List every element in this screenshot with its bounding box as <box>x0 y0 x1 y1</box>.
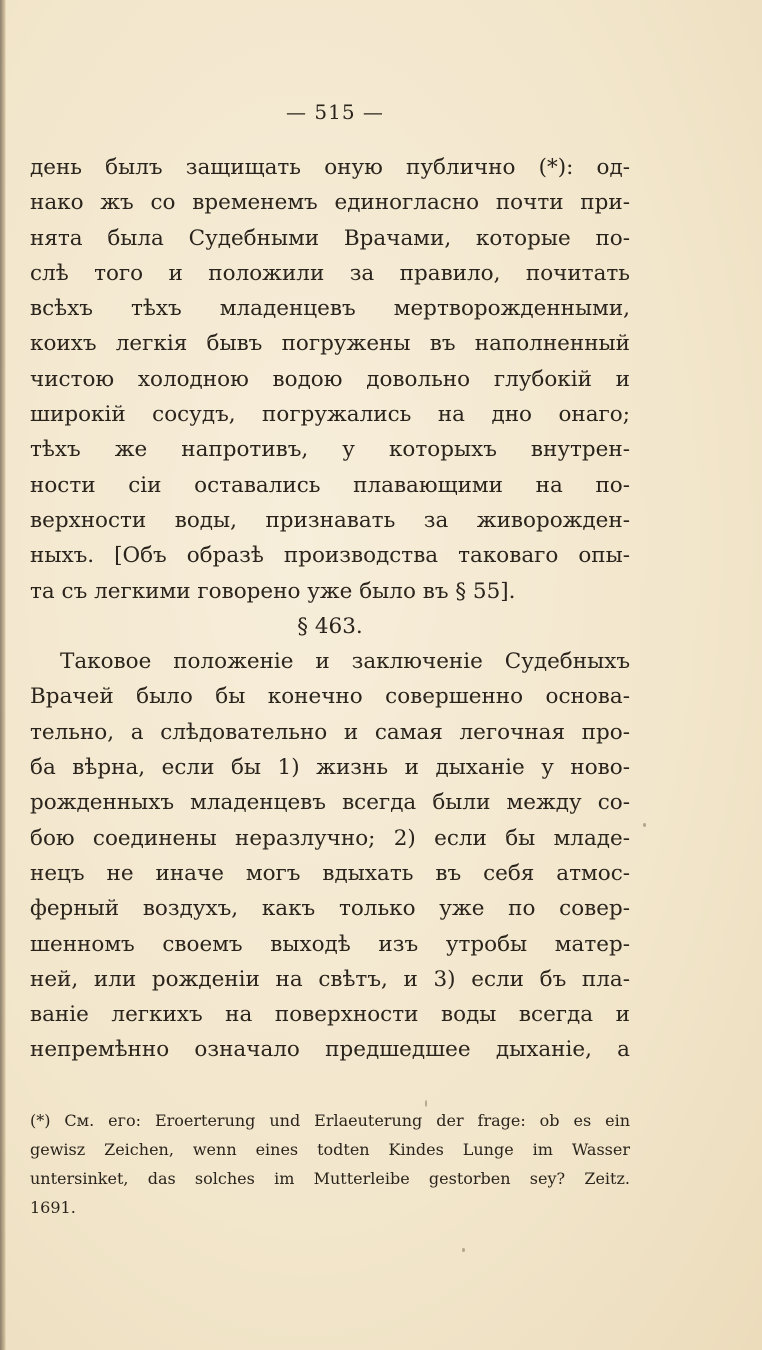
paper-speck <box>643 823 646 827</box>
text-line: ба вѣрна, если бы 1) жизнь и дыханіе у ново- <box>30 755 630 781</box>
text-line: ности сіи оставались плавающими на по- <box>30 472 630 498</box>
text-line: ферный воздухъ, какъ только уже по совер- <box>30 896 630 922</box>
text-line: тѣхъ же напротивъ, у которыхъ внутрен- <box>30 437 630 463</box>
text-line: Врачей было бы конечно совершенно основа- <box>30 684 630 710</box>
text-line: непремѣнно означало предшедшее дыханіе, а <box>30 1037 630 1063</box>
text-line: рожденныхъ младенцевъ всегда были между со- <box>30 790 630 816</box>
text-line: Таковое положеніе и заключеніе Судебныхъ <box>60 649 630 675</box>
text-line: чистою холодною водою довольно глубокій и <box>30 366 630 392</box>
text-line: широкій сосудъ, погружались на дно онаго; <box>30 402 630 428</box>
text-line: верхности воды, признавать за живорожден- <box>30 507 630 533</box>
footnote-line: (*) Cм. его: Eroerterung und Erlaeuterung der frage: ob es ein <box>30 1111 630 1130</box>
footnote-line: 1691. <box>30 1198 76 1217</box>
text-line: шенномъ своемъ выходѣ изъ утробы матер- <box>30 931 630 957</box>
footnote-line: gewisz Zeichen, wenn eines todten Kindes Lunge im Wasser <box>30 1140 630 1159</box>
text-line: ныхъ. [Объ образѣ производства таковаго опы- <box>30 543 630 569</box>
text-line: нецъ не иначе могъ вдыхать въ себя атмос- <box>30 860 630 886</box>
paper-speck <box>425 1100 427 1107</box>
section-heading: § 463. <box>297 613 363 639</box>
text-line: ваніе легкихъ на поверхности воды всегда и <box>30 1002 630 1028</box>
text-line: коихъ легкія бывъ погружены въ наполненный <box>30 331 630 357</box>
footnote-line: untersinket, das solches im Mutterleibe gestorben sey? Zeitz. <box>30 1169 630 1188</box>
footnote <box>30 1106 630 1222</box>
text-line: ней, или рожденіи на свѣтъ, и 3) если бъ пла- <box>30 966 630 992</box>
page-binding-edge <box>0 0 6 1350</box>
text-line: слѣ того и положили за правило, почитать <box>30 260 630 286</box>
text-line: та съ легкими говорено уже было въ § 55]. <box>30 578 516 604</box>
text-line: день былъ защищать оную публично (*): од- <box>30 155 630 180</box>
text-line: нако жъ со временемъ единогласно почти при- <box>30 190 630 216</box>
paper-speck <box>462 1248 465 1252</box>
text-line: всѣхъ тѣхъ младенцевъ мертворожденными, <box>30 296 630 322</box>
text-line: бою соединены неразлучно; 2) если бы младе- <box>30 825 630 851</box>
text-line: тельно, а слѣдовательно и самая легочная про- <box>30 719 630 745</box>
body-text <box>30 150 630 1068</box>
page-number: — 515 — <box>286 100 384 124</box>
text-line: нята была Судебными Врачами, которые по- <box>30 225 630 251</box>
